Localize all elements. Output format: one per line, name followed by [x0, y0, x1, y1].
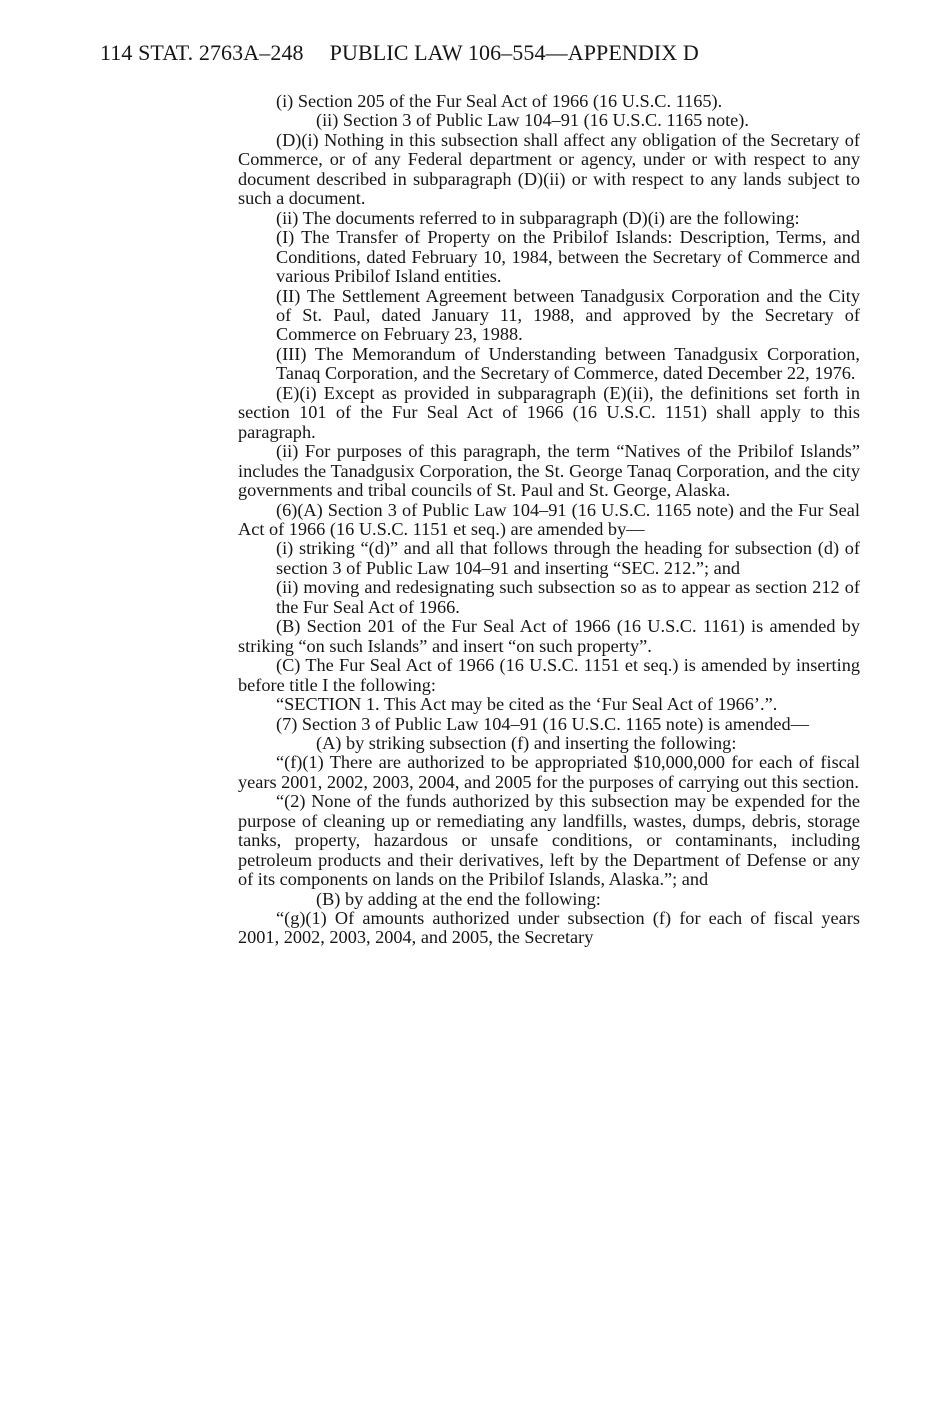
page-header	[100, 40, 699, 66]
clause-ii: (ii) Section 3 of Public Law 104–91 (16 U.S.C. 1165 note).	[316, 110, 749, 131]
document-body	[238, 92, 860, 948]
clause-i: (i) Section 205 of the Fur Seal Act of 1966 (16 U.S.C. 1165).	[276, 91, 723, 111]
subsection-f-2: “(2) None of the funds authorized by this subsection may be expended for the purpose of cleaning up or remediating any landfills, wastes, dumps, debris, storage tanks, property, hazardous or unsafe conditions, or contaminants, including petroleum products and their derivatives, left by the Department of Defense or any of its components on lands on the Pribilof Islands, Alaska.”; and	[238, 791, 860, 890]
document-ii: (II) The Settlement Agreement between Tanadgusix Corporation and the City of St. Paul, dated January 11, 1988, and approved by the Secretary of Commerce on February 23, 1988.	[276, 285, 860, 345]
subparagraph-d-i: (D)(i) Nothing in this subsection shall affect any obligation of the Secretary of Commerce, or of any Federal department or agency, under or with respect to any document described in subparagraph (D)(ii) or with respect to any lands subject to such a document.	[238, 129, 860, 209]
law-title: PUBLIC LAW 106–554—APPENDIX D	[329, 40, 699, 65]
paragraph-7: (7) Section 3 of Public Law 104–91 (16 U.S.C. 1165 note) is amended—	[276, 713, 809, 734]
paragraph-7a: (A) by striking subsection (f) and inserting the following:	[316, 732, 737, 753]
clause-6a-ii: (ii) moving and redesignating such subsection so as to appear as section 212 of the Fur Seal Act of 1966.	[276, 577, 860, 617]
subsection-f-1: “(f)(1) There are authorized to be appropriated $10,000,000 for each of fiscal years 2001, 2002, 2003, 2004, and 2005 for the purposes of carrying out this section.	[238, 752, 860, 792]
paragraph-7b: (B) by adding at the end the following:	[316, 888, 601, 909]
section-1-quote: “SECTION 1. This Act may be cited as the ‘Fur Seal Act of 1966’.”.	[276, 694, 778, 715]
subparagraph-d-ii: (ii) The documents referred to in subparagraph (D)(i) are the following:	[276, 207, 800, 228]
subsection-g-1: “(g)(1) Of amounts authorized under subsection (f) for each of fiscal years 2001, 2002, 2003, 2004, and 2005, the Secretary	[238, 908, 860, 948]
subparagraph-e-ii: (ii) For purposes of this paragraph, the term “Natives of the Pribilof Islands” includes the Tanadgusix Corporation, the St. George Tanaq Corporation, and the city governments and tribal councils of St. Paul and St. George, Alaska.	[238, 441, 860, 501]
paragraph-6a: (6)(A) Section 3 of Public Law 104–91 (16 U.S.C. 1165 note) and the Fur Seal Act of 1966 (16 U.S.C. 1151 et seq.) are amended by—	[238, 499, 860, 539]
subparagraph-e-i: (E)(i) Except as provided in subparagraph (E)(ii), the definitions set forth in section 101 of the Fur Seal Act of 1966 (16 U.S.C. 1151) shall apply to this paragraph.	[238, 382, 860, 442]
document-i: (I) The Transfer of Property on the Pribilof Islands: Description, Terms, and Conditions, dated February 10, 1984, between the Secretary of Commerce and various Pribilof Island entities.	[276, 227, 860, 287]
clause-6a-i: (i) striking “(d)” and all that follows through the heading for subsection (d) of section 3 of Public Law 104–91 and inserting “SEC. 212.”; and	[276, 538, 860, 578]
page-reference: 114 STAT. 2763A–248	[100, 40, 304, 65]
document-iii: (III) The Memorandum of Understanding between Tanadgusix Corporation, Tanaq Corporation, and the Secretary of Commerce, dated December 22, 1976.	[276, 343, 860, 384]
paragraph-6c: (C) The Fur Seal Act of 1966 (16 U.S.C. 1151 et seq.) is amended by inserting before title I the following:	[238, 655, 860, 695]
paragraph-6b: (B) Section 201 of the Fur Seal Act of 1966 (16 U.S.C. 1161) is amended by striking “on such Islands” and insert “on such property”.	[238, 616, 860, 656]
